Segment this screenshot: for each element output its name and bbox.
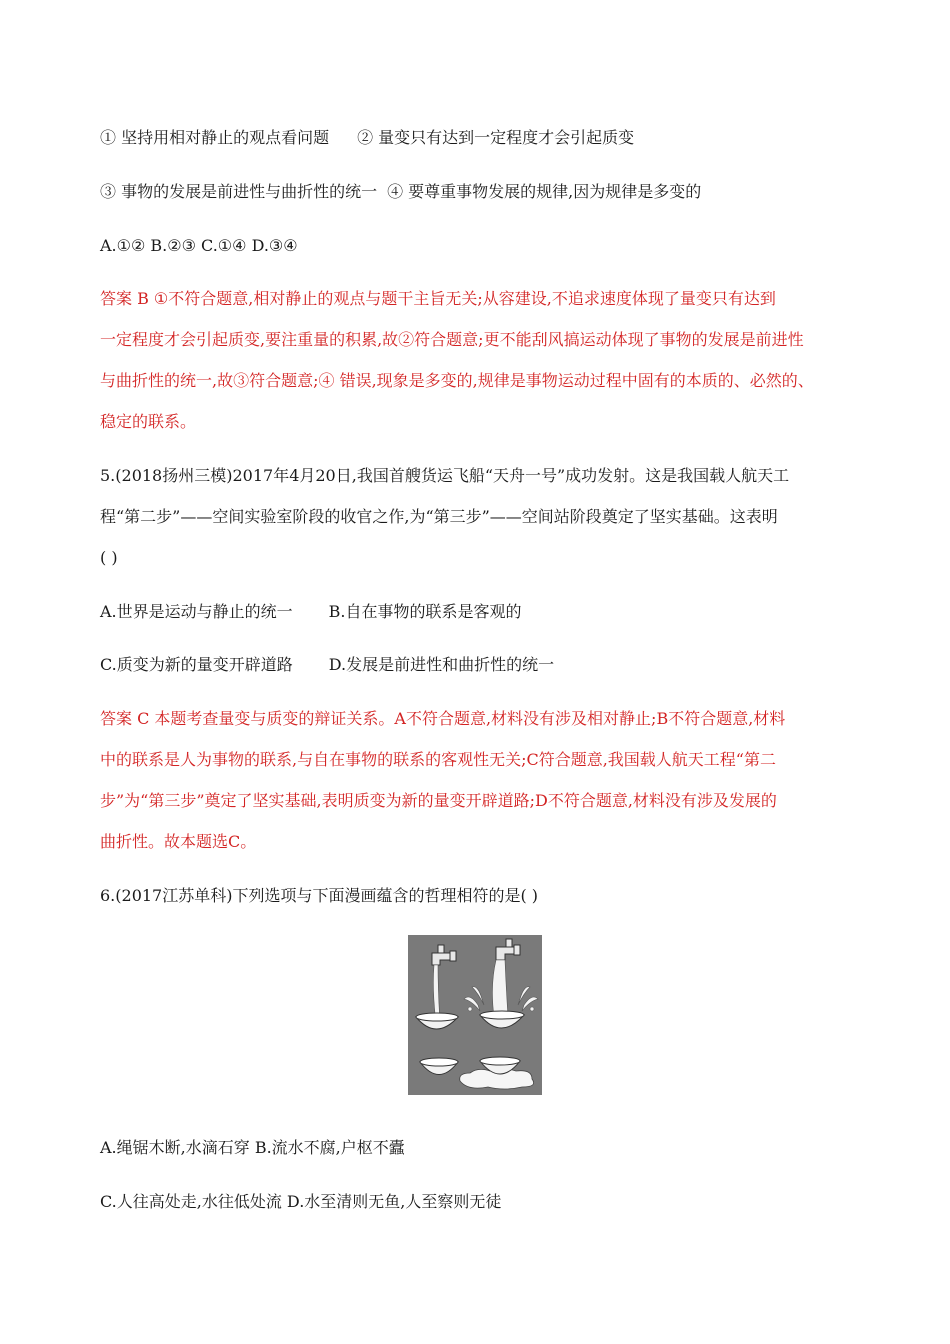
- faucet-bowl-cartoon: [408, 935, 542, 1095]
- q5-option-a: A.世界是运动与静止的统一: [100, 602, 293, 621]
- q4-option-2: ② 量变只有达到一定程度才会引起质变: [357, 128, 635, 147]
- q4-choices: A.①② B.②③ C.①④ D.③④: [100, 236, 298, 255]
- q4-answer-line-4: 稳定的联系。: [100, 412, 197, 431]
- q5-option-b: B.自在事物的联系是客观的: [328, 602, 522, 621]
- q4-option-3: ③ 事物的发展是前进性与曲折性的统一: [100, 182, 378, 201]
- q5-option-c: C.质变为新的量变开辟道路: [100, 655, 293, 674]
- q5-answer-line-3: 步”为“第三步”奠定了坚实基础,表明质变为新的量变开辟道路;D不符合题意,材料没有涉及发展的: [100, 791, 777, 810]
- q4-answer-line-3: 与曲折性的统一,故③符合题意;④ 错误,现象是多变的,规律是事物运动过程中固有的本质的、必然的、: [100, 371, 814, 390]
- right-water-stream: [492, 960, 508, 1017]
- q4-answer-line-1: 答案 B ①不符合题意,相对静止的观点与题干主旨无关;从容建设,不追求速度体现了量变只有达到: [100, 289, 776, 308]
- q5-option-d: D.发展是前进性和曲折性的统一: [328, 655, 555, 674]
- q5-answer-line-1: 答案 C 本题考查量变与质变的辩证关系。A不符合题意,材料没有涉及相对静止;B不符合题意,材料: [100, 709, 786, 728]
- q5-options-row-1: [100, 601, 522, 623]
- q6-choices-line-2: C.人往高处走,水往低处流 D.水至清则无鱼,人至察则无徒: [100, 1192, 502, 1211]
- q4-answer-line-2: 一定程度才会引起质变,要注重量的积累,故②符合题意;更不能刮风搞运动体现了事物的发展是前进性: [100, 330, 804, 349]
- q5-options-row-2: [100, 654, 554, 676]
- q4-option-1: ① 坚持用相对静止的观点看问题: [100, 128, 330, 147]
- q6-choices-line-1: A.绳锯木断,水滴石穿 B.流水不腐,户枢不蠹: [100, 1138, 405, 1157]
- q5-stem-line-1: 5.(2018扬州三模)2017年4月20日,我国首艘货运飞船“天舟一号”成功发射。这是我国载人航天工: [100, 466, 790, 485]
- q4-options-row-1: [100, 127, 634, 149]
- q4-option-4: ④ 要尊重事物发展的规律,因为规律是多变的: [387, 182, 702, 201]
- q5-stem-line-3: ( ): [100, 548, 118, 567]
- q5-stem-line-2: 程“第二步”——空间实验室阶段的收官之作,为“第三步”——空间站阶段奠定了坚实基础。这表明: [100, 507, 778, 526]
- q5-answer-line-2: 中的联系是人为事物的联系,与自在事物的联系的客观性无关;C符合题意,我国载人航天工程“第二: [100, 750, 776, 769]
- q4-options-row-2: [100, 181, 701, 203]
- q6-stem: 6.(2017江苏单科)下列选项与下面漫画蕴含的哲理相符的是( ): [100, 886, 539, 905]
- q5-answer-line-4: 曲折性。故本题选C。: [100, 832, 257, 851]
